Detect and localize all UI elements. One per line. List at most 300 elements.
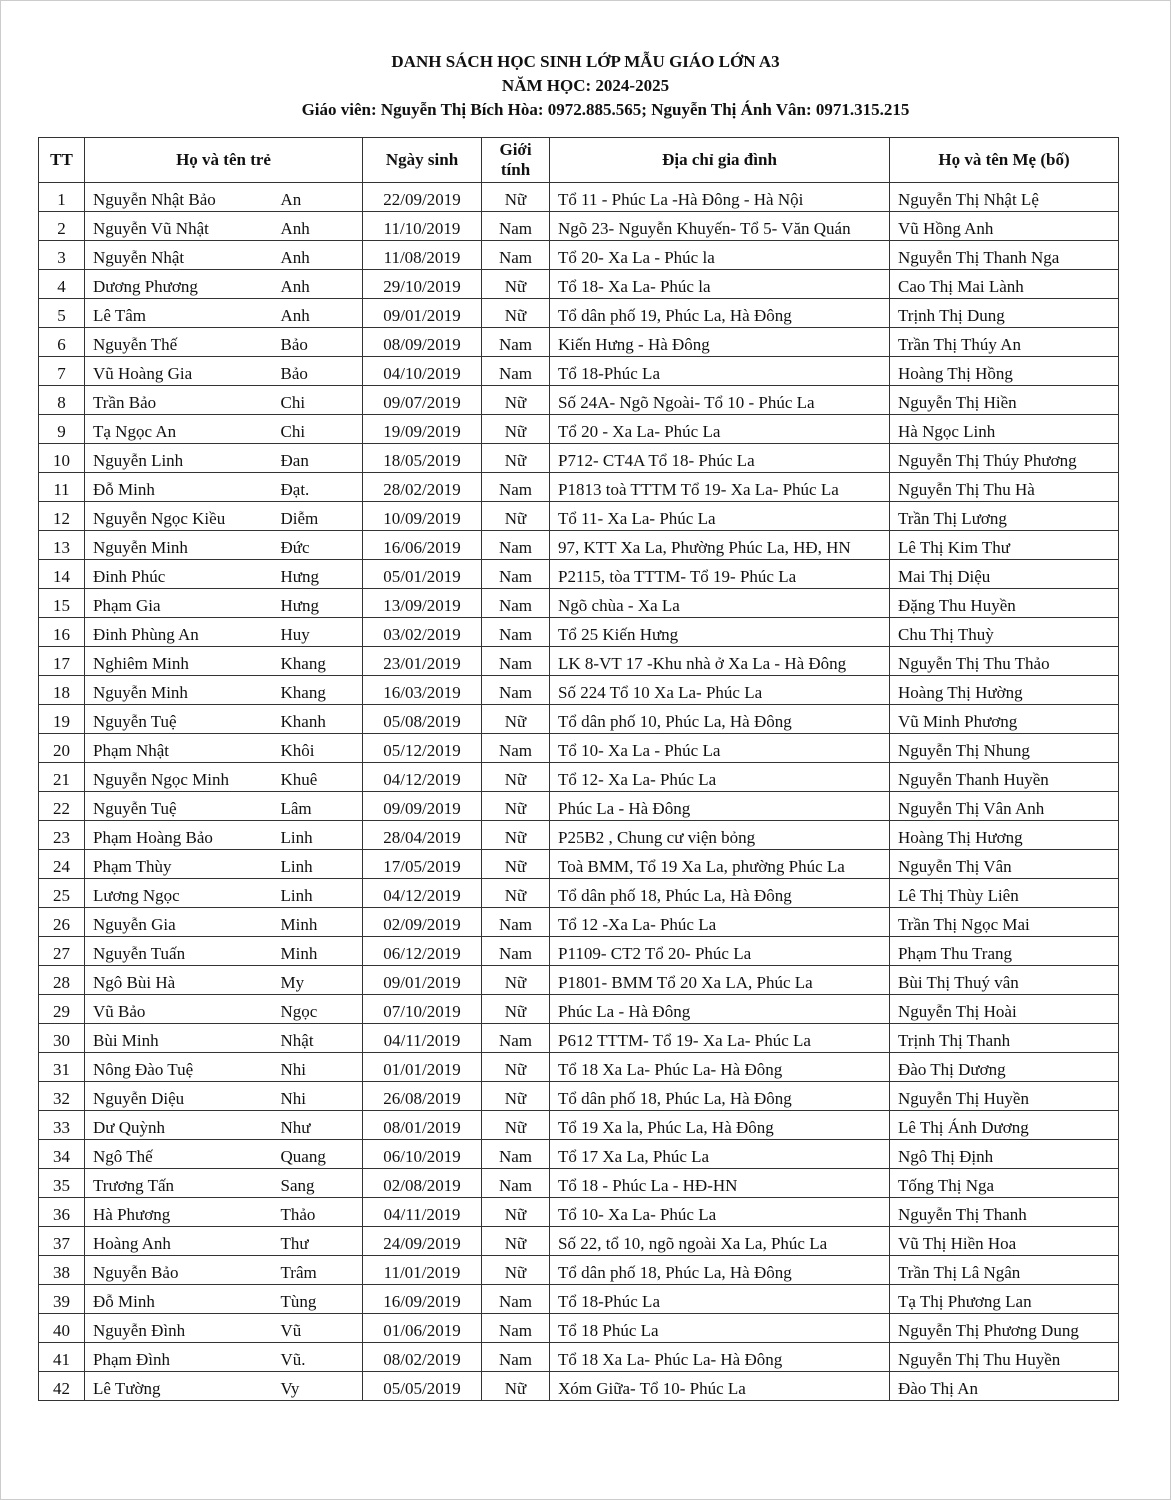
family-name: Hoàng Anh	[85, 1227, 273, 1256]
family-name: Nguyễn Tuệ	[85, 792, 273, 821]
gender: Nam	[482, 589, 550, 618]
row-number: 39	[39, 1285, 85, 1314]
birth-date: 11/08/2019	[363, 241, 482, 270]
parent-name: Lê Thị Ánh Dương	[890, 1111, 1119, 1140]
row-number: 3	[39, 241, 85, 270]
given-name: Ngọc	[273, 995, 363, 1024]
table-row	[39, 1343, 1119, 1372]
home-address: P1801- BMM Tổ 20 Xa LA, Phúc La	[550, 966, 890, 995]
table-row	[39, 531, 1119, 560]
birth-date: 06/10/2019	[363, 1140, 482, 1169]
family-name: Nghiêm Minh	[85, 647, 273, 676]
parent-name: Nguyễn Thị Thanh Nga	[890, 241, 1119, 270]
col-name: Họ và tên trẻ	[85, 138, 363, 183]
home-address: Kiến Hưng - Hà Đông	[550, 328, 890, 357]
row-number: 19	[39, 705, 85, 734]
parent-name: Nguyễn Thị Nhật Lệ	[890, 183, 1119, 212]
table-header-row	[39, 138, 1119, 183]
given-name: Linh	[273, 850, 363, 879]
family-name: Phạm Thùy	[85, 850, 273, 879]
row-number: 22	[39, 792, 85, 821]
birth-date: 04/12/2019	[363, 879, 482, 908]
col-gender	[482, 138, 550, 183]
home-address: Ngõ chùa - Xa La	[550, 589, 890, 618]
table-row	[39, 618, 1119, 647]
birth-date: 22/09/2019	[363, 183, 482, 212]
table-row	[39, 1082, 1119, 1111]
parent-name: Nguyễn Thị Thanh	[890, 1198, 1119, 1227]
gender: Nữ	[482, 879, 550, 908]
row-number: 38	[39, 1256, 85, 1285]
parent-name: Trịnh Thị Dung	[890, 299, 1119, 328]
given-name: Nhi	[273, 1082, 363, 1111]
given-name: Anh	[273, 299, 363, 328]
gender: Nữ	[482, 1111, 550, 1140]
birth-date: 11/01/2019	[363, 1256, 482, 1285]
home-address: Tổ 17 Xa La, Phúc La	[550, 1140, 890, 1169]
gender: Nữ	[482, 850, 550, 879]
family-name: Nguyễn Diệu	[85, 1082, 273, 1111]
row-number: 42	[39, 1372, 85, 1401]
parent-name: Nguyễn Thị Phương Dung	[890, 1314, 1119, 1343]
given-name: Nhi	[273, 1053, 363, 1082]
row-number: 18	[39, 676, 85, 705]
row-number: 4	[39, 270, 85, 299]
row-number: 24	[39, 850, 85, 879]
given-name: Anh	[273, 241, 363, 270]
parent-name: Ngô Thị Định	[890, 1140, 1119, 1169]
home-address: Tổ 11 - Phúc La -Hà Đông - Hà Nội	[550, 183, 890, 212]
birth-date: 01/06/2019	[363, 1314, 482, 1343]
table-row	[39, 1256, 1119, 1285]
row-number: 27	[39, 937, 85, 966]
parent-name: Nguyễn Thị Vân	[890, 850, 1119, 879]
table-row	[39, 473, 1119, 502]
row-number: 25	[39, 879, 85, 908]
parent-name: Trần Thị Ngọc Mai	[890, 908, 1119, 937]
home-address: Tổ dân phố 18, Phúc La, Hà Đông	[550, 1256, 890, 1285]
col-gender-line1: Giới	[499, 140, 532, 159]
parent-name: Nguyễn Thị Nhung	[890, 734, 1119, 763]
home-address: Tổ 25 Kiến Hưng	[550, 618, 890, 647]
row-number: 20	[39, 734, 85, 763]
row-number: 16	[39, 618, 85, 647]
row-number: 10	[39, 444, 85, 473]
given-name: Bảo	[273, 328, 363, 357]
given-name: Vũ.	[273, 1343, 363, 1372]
gender: Nữ	[482, 966, 550, 995]
parent-name: Nguyễn Thị Thu Thảo	[890, 647, 1119, 676]
parent-name: Cao Thị Mai Lành	[890, 270, 1119, 299]
home-address: Số 22, tổ 10, ngõ ngoài Xa La, Phúc La	[550, 1227, 890, 1256]
row-number: 9	[39, 415, 85, 444]
parent-name: Nguyễn Thị Hiền	[890, 386, 1119, 415]
home-address: Phúc La - Hà Đông	[550, 995, 890, 1024]
row-number: 5	[39, 299, 85, 328]
home-address: Tổ 20- Xa La - Phúc la	[550, 241, 890, 270]
table-row	[39, 647, 1119, 676]
row-number: 6	[39, 328, 85, 357]
home-address: Tổ 18-Phúc La	[550, 1285, 890, 1314]
parent-name: Bùi Thị Thuý vân	[890, 966, 1119, 995]
family-name: Phạm Đình	[85, 1343, 273, 1372]
birth-date: 09/01/2019	[363, 966, 482, 995]
table-row	[39, 792, 1119, 821]
given-name: Anh	[273, 212, 363, 241]
table-row	[39, 560, 1119, 589]
home-address: Tổ 12 -Xa La- Phúc La	[550, 908, 890, 937]
teachers-info: Giáo viên: Nguyễn Thị Bích Hòa: 0972.885.565; Nguyễn Thị Ánh Vân: 0971.315.215	[301, 100, 910, 119]
home-address: P25B2 , Chung cư viện bỏng	[550, 821, 890, 850]
row-number: 31	[39, 1053, 85, 1082]
table-row	[39, 821, 1119, 850]
given-name: My	[273, 966, 363, 995]
row-number: 29	[39, 995, 85, 1024]
given-name: Minh	[273, 908, 363, 937]
table-row	[39, 763, 1119, 792]
home-address: Số 224 Tổ 10 Xa La- Phúc La	[550, 676, 890, 705]
parent-name: Nguyễn Thị Vân Anh	[890, 792, 1119, 821]
row-number: 35	[39, 1169, 85, 1198]
parent-name: Tống Thị Nga	[890, 1169, 1119, 1198]
gender: Nữ	[482, 821, 550, 850]
gender: Nữ	[482, 1227, 550, 1256]
home-address: Tổ dân phố 18, Phúc La, Hà Đông	[550, 1082, 890, 1111]
parent-name: Nguyễn Thị Thúy Phương	[890, 444, 1119, 473]
home-address: Tổ 20 - Xa La- Phúc La	[550, 415, 890, 444]
family-name: Hà Phương	[85, 1198, 273, 1227]
home-address: Tổ 18 Xa La- Phúc La- Hà Đông	[550, 1053, 890, 1082]
family-name: Nguyễn Thế	[85, 328, 273, 357]
row-number: 15	[39, 589, 85, 618]
row-number: 37	[39, 1227, 85, 1256]
col-tt: TT	[39, 138, 85, 183]
birth-date: 24/09/2019	[363, 1227, 482, 1256]
family-name: Nguyễn Ngọc Kiều	[85, 502, 273, 531]
student-table	[38, 137, 1119, 1401]
row-number: 34	[39, 1140, 85, 1169]
gender: Nữ	[482, 183, 550, 212]
table-row	[39, 502, 1119, 531]
birth-date: 03/02/2019	[363, 618, 482, 647]
birth-date: 16/06/2019	[363, 531, 482, 560]
parent-name: Phạm Thu Trang	[890, 937, 1119, 966]
gender: Nam	[482, 1314, 550, 1343]
col-gender-line2: tính	[500, 160, 531, 179]
family-name: Nguyễn Vũ Nhật	[85, 212, 273, 241]
given-name: Bảo	[273, 357, 363, 386]
row-number: 12	[39, 502, 85, 531]
parent-name: Chu Thị Thuỳ	[890, 618, 1119, 647]
given-name: Linh	[273, 821, 363, 850]
parent-name: Lê Thị Thùy Liên	[890, 879, 1119, 908]
family-name: Lê Tâm	[85, 299, 273, 328]
given-name: Khanh	[273, 705, 363, 734]
row-number: 36	[39, 1198, 85, 1227]
given-name: Đạt.	[273, 473, 363, 502]
table-row	[39, 328, 1119, 357]
table-row	[39, 734, 1119, 763]
given-name: Linh	[273, 879, 363, 908]
birth-date: 13/09/2019	[363, 589, 482, 618]
given-name: Đan	[273, 444, 363, 473]
gender: Nam	[482, 908, 550, 937]
table-row	[39, 1285, 1119, 1314]
family-name: Dương Phương	[85, 270, 273, 299]
parent-name: Tạ Thị Phương Lan	[890, 1285, 1119, 1314]
parent-name: Vũ Minh Phương	[890, 705, 1119, 734]
parent-name: Mai Thị Diệu	[890, 560, 1119, 589]
parent-name: Nguyễn Thị Huyền	[890, 1082, 1119, 1111]
family-name: Ngô Bùi Hà	[85, 966, 273, 995]
given-name: Quang	[273, 1140, 363, 1169]
birth-date: 05/08/2019	[363, 705, 482, 734]
row-number: 33	[39, 1111, 85, 1140]
family-name: Dư Quỳnh	[85, 1111, 273, 1140]
gender: Nam	[482, 212, 550, 241]
parent-name: Trần Thị Lâ Ngân	[890, 1256, 1119, 1285]
table-row	[39, 1227, 1119, 1256]
given-name: Đức	[273, 531, 363, 560]
table-row	[39, 270, 1119, 299]
table-row	[39, 212, 1119, 241]
gender: Nữ	[482, 1082, 550, 1111]
family-name: Vũ Hoàng Gia	[85, 357, 273, 386]
gender: Nam	[482, 676, 550, 705]
home-address: P712- CT4A Tổ 18- Phúc La	[550, 444, 890, 473]
given-name: An	[273, 183, 363, 212]
gender: Nữ	[482, 270, 550, 299]
birth-date: 23/01/2019	[363, 647, 482, 676]
gender: Nam	[482, 618, 550, 647]
col-parent: Họ và tên Mẹ (bố)	[890, 138, 1119, 183]
given-name: Vũ	[273, 1314, 363, 1343]
row-number: 8	[39, 386, 85, 415]
birth-date: 06/12/2019	[363, 937, 482, 966]
parent-name: Nguyễn Thị Thu Hà	[890, 473, 1119, 502]
gender: Nam	[482, 1169, 550, 1198]
family-name: Tạ Ngọc An	[85, 415, 273, 444]
table-row	[39, 1140, 1119, 1169]
birth-date: 02/08/2019	[363, 1169, 482, 1198]
table-row	[39, 589, 1119, 618]
family-name: Nguyễn Linh	[85, 444, 273, 473]
given-name: Thảo	[273, 1198, 363, 1227]
birth-date: 04/11/2019	[363, 1024, 482, 1053]
family-name: Phạm Hoàng Bảo	[85, 821, 273, 850]
given-name: Khang	[273, 647, 363, 676]
given-name: Huy	[273, 618, 363, 647]
birth-date: 08/01/2019	[363, 1111, 482, 1140]
home-address: P1109- CT2 Tổ 20- Phúc La	[550, 937, 890, 966]
home-address: LK 8-VT 17 -Khu nhà ở Xa La - Hà Đông	[550, 647, 890, 676]
gender: Nữ	[482, 763, 550, 792]
gender: Nữ	[482, 415, 550, 444]
row-number: 14	[39, 560, 85, 589]
family-name: Trần Bảo	[85, 386, 273, 415]
home-address: Tổ dân phố 19, Phúc La, Hà Đông	[550, 299, 890, 328]
table-row	[39, 1198, 1119, 1227]
given-name: Trâm	[273, 1256, 363, 1285]
parent-name: Lê Thị Kim Thư	[890, 531, 1119, 560]
birth-date: 16/03/2019	[363, 676, 482, 705]
table-row	[39, 183, 1119, 212]
gender: Nam	[482, 647, 550, 676]
birth-date: 16/09/2019	[363, 1285, 482, 1314]
home-address: Tổ 19 Xa la, Phúc La, Hà Đông	[550, 1111, 890, 1140]
given-name: Khang	[273, 676, 363, 705]
table-row	[39, 386, 1119, 415]
home-address: 97, KTT Xa La, Phường Phúc La, HĐ, HN	[550, 531, 890, 560]
given-name: Anh	[273, 270, 363, 299]
family-name: Nông Đào Tuệ	[85, 1053, 273, 1082]
table-row	[39, 241, 1119, 270]
row-number: 7	[39, 357, 85, 386]
birth-date: 19/09/2019	[363, 415, 482, 444]
gender: Nam	[482, 1024, 550, 1053]
gender: Nữ	[482, 444, 550, 473]
home-address: Tổ 18 - Phúc La - HĐ-HN	[550, 1169, 890, 1198]
given-name: Tùng	[273, 1285, 363, 1314]
birth-date: 11/10/2019	[363, 212, 482, 241]
home-address: P2115, tòa TTTM- Tổ 19- Phúc La	[550, 560, 890, 589]
home-address: Toà BMM, Tổ 19 Xa La, phường Phúc La	[550, 850, 890, 879]
family-name: Đỗ Minh	[85, 473, 273, 502]
home-address: Xóm Giữa- Tổ 10- Phúc La	[550, 1372, 890, 1401]
gender: Nam	[482, 1140, 550, 1169]
home-address: Tổ 18 Phúc La	[550, 1314, 890, 1343]
family-name: Trương Tấn	[85, 1169, 273, 1198]
given-name: Thư	[273, 1227, 363, 1256]
birth-date: 09/01/2019	[363, 299, 482, 328]
given-name: Nhật	[273, 1024, 363, 1053]
row-number: 2	[39, 212, 85, 241]
family-name: Nguyễn Ngọc Minh	[85, 763, 273, 792]
gender: Nữ	[482, 792, 550, 821]
family-name: Nguyễn Đình	[85, 1314, 273, 1343]
given-name: Sang	[273, 1169, 363, 1198]
family-name: Nguyễn Nhật Bảo	[85, 183, 273, 212]
table-row	[39, 995, 1119, 1024]
table-row	[39, 850, 1119, 879]
parent-name: Vũ Hồng Anh	[890, 212, 1119, 241]
parent-name: Hoàng Thị Hồng	[890, 357, 1119, 386]
row-number: 11	[39, 473, 85, 502]
birth-date: 05/12/2019	[363, 734, 482, 763]
birth-date: 05/05/2019	[363, 1372, 482, 1401]
row-number: 30	[39, 1024, 85, 1053]
row-number: 32	[39, 1082, 85, 1111]
family-name: Nguyễn Bảo	[85, 1256, 273, 1285]
given-name: Diễm	[273, 502, 363, 531]
row-number: 17	[39, 647, 85, 676]
parent-name: Trần Thị Lương	[890, 502, 1119, 531]
birth-date: 29/10/2019	[363, 270, 482, 299]
col-dob: Ngày sinh	[363, 138, 482, 183]
birth-date: 28/04/2019	[363, 821, 482, 850]
row-number: 40	[39, 1314, 85, 1343]
family-name: Nguyễn Gia	[85, 908, 273, 937]
family-name: Đinh Phúc	[85, 560, 273, 589]
row-number: 23	[39, 821, 85, 850]
row-number: 13	[39, 531, 85, 560]
gender: Nữ	[482, 386, 550, 415]
home-address: Số 24A- Ngõ Ngoài- Tổ 10 - Phúc La	[550, 386, 890, 415]
gender: Nữ	[482, 1256, 550, 1285]
given-name: Hưng	[273, 560, 363, 589]
home-address: P1813 toà TTTM Tổ 19- Xa La- Phúc La	[550, 473, 890, 502]
parent-name: Đặng Thu Huyền	[890, 589, 1119, 618]
row-number: 21	[39, 763, 85, 792]
given-name: Khôi	[273, 734, 363, 763]
parent-name: Đào Thị An	[890, 1372, 1119, 1401]
home-address: Ngõ 23- Nguyễn Khuyến- Tổ 5- Văn Quán	[550, 212, 890, 241]
parent-name: Hà Ngọc Linh	[890, 415, 1119, 444]
family-name: Đỗ Minh	[85, 1285, 273, 1314]
gender: Nữ	[482, 1198, 550, 1227]
birth-date: 26/08/2019	[363, 1082, 482, 1111]
gender: Nam	[482, 1285, 550, 1314]
gender: Nam	[482, 357, 550, 386]
table-row	[39, 1169, 1119, 1198]
given-name: Vy	[273, 1372, 363, 1401]
family-name: Nguyễn Minh	[85, 531, 273, 560]
birth-date: 04/10/2019	[363, 357, 482, 386]
table-row	[39, 357, 1119, 386]
parent-name: Trần Thị Thúy An	[890, 328, 1119, 357]
gender: Nam	[482, 1343, 550, 1372]
family-name: Phạm Nhật	[85, 734, 273, 763]
home-address: Tổ 12- Xa La- Phúc La	[550, 763, 890, 792]
home-address: Phúc La - Hà Đông	[550, 792, 890, 821]
gender: Nam	[482, 473, 550, 502]
table-row	[39, 1024, 1119, 1053]
parent-name: Hoàng Thị Hương	[890, 821, 1119, 850]
birth-date: 08/09/2019	[363, 328, 482, 357]
col-address: Địa chỉ gia đình	[550, 138, 890, 183]
family-name: Nguyễn Tuệ	[85, 705, 273, 734]
home-address: Tổ 11- Xa La- Phúc La	[550, 502, 890, 531]
birth-date: 18/05/2019	[363, 444, 482, 473]
gender: Nam	[482, 734, 550, 763]
gender: Nữ	[482, 705, 550, 734]
table-row	[39, 1314, 1119, 1343]
family-name: Lê Tường	[85, 1372, 273, 1401]
gender: Nam	[482, 937, 550, 966]
gender: Nữ	[482, 502, 550, 531]
given-name: Khuê	[273, 763, 363, 792]
gender: Nam	[482, 241, 550, 270]
given-name: Chi	[273, 415, 363, 444]
family-name: Vũ Bảo	[85, 995, 273, 1024]
home-address: Tổ 10- Xa La - Phúc La	[550, 734, 890, 763]
row-number: 1	[39, 183, 85, 212]
gender: Nam	[482, 560, 550, 589]
gender: Nam	[482, 328, 550, 357]
table-row	[39, 1111, 1119, 1140]
birth-date: 09/09/2019	[363, 792, 482, 821]
given-name: Như	[273, 1111, 363, 1140]
birth-date: 07/10/2019	[363, 995, 482, 1024]
birth-date: 04/12/2019	[363, 763, 482, 792]
birth-date: 04/11/2019	[363, 1198, 482, 1227]
table-row	[39, 299, 1119, 328]
given-name: Chi	[273, 386, 363, 415]
family-name: Bùi Minh	[85, 1024, 273, 1053]
table-row	[39, 1053, 1119, 1082]
home-address: Tổ 18-Phúc La	[550, 357, 890, 386]
gender: Nam	[482, 531, 550, 560]
